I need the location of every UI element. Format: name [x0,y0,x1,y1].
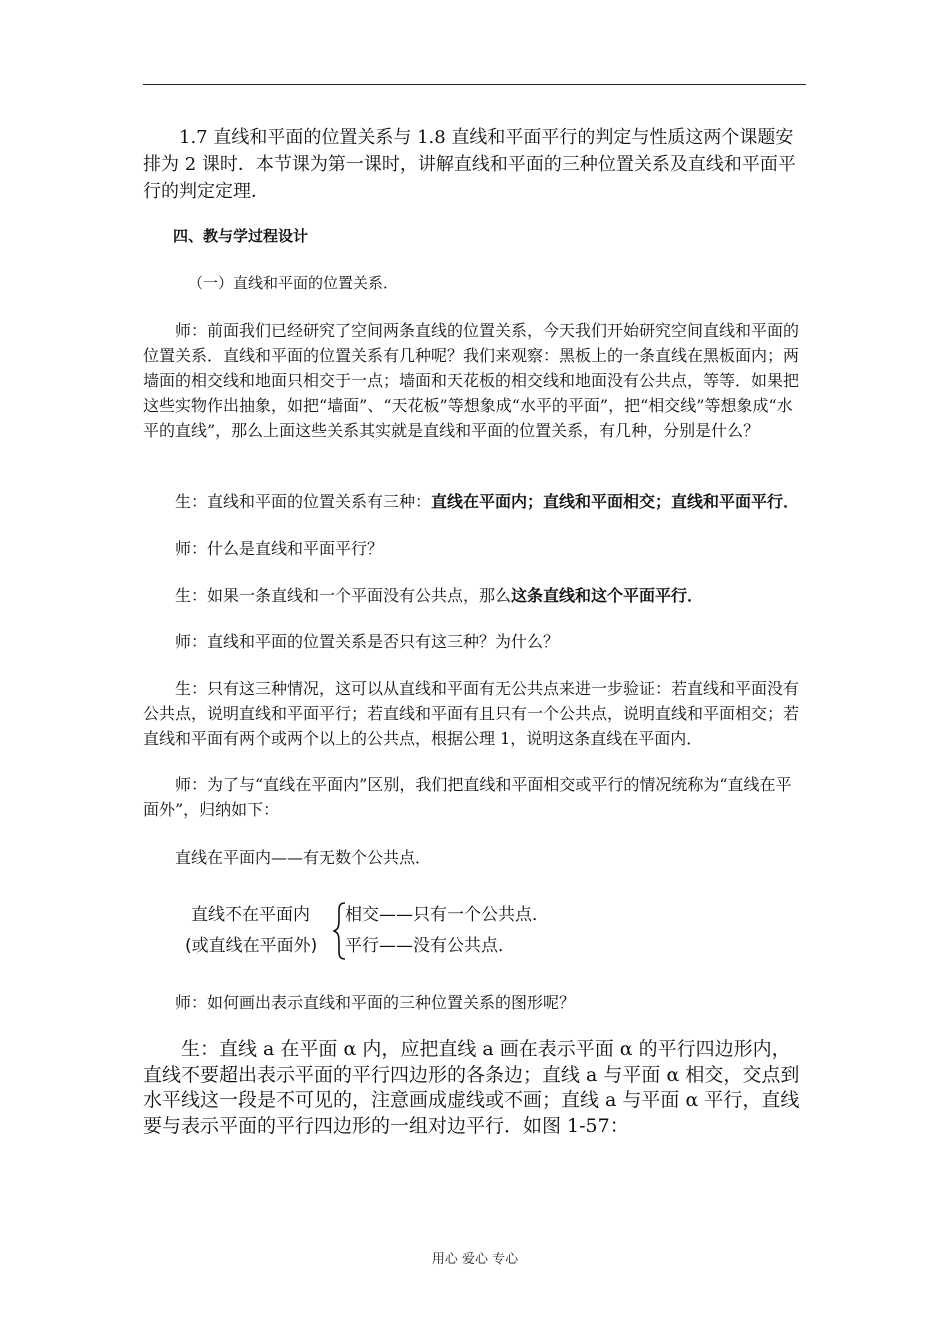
page-footer: 用心 爱心 专心 [431,1252,519,1267]
teacher-paragraph-2 [143,536,806,561]
student-2-bold: 这条直线和这个平面平行． [511,586,704,605]
subsection-title: （一）直线和平面的位置关系． [188,274,399,292]
student-2-prefix: 生：如果一条直线和一个平面没有公共点，那么 [175,586,512,605]
student-paragraph-3 [143,676,806,751]
brace-right-group [345,900,549,962]
student-paragraph-4 [143,1037,806,1139]
line-in-plane-text: 直线在平面内——有无数个公共点． [175,848,432,867]
intro-paragraph [143,124,806,205]
student-text-2 [143,583,806,608]
student-paragraph-2 [143,583,806,608]
student-1-prefix: 生：直线和平面的位置关系有三种： [175,492,432,511]
brace-right-item-2: 平行——没有公共点． [345,936,515,956]
teacher-paragraph-1 [143,318,806,443]
intro-text: 1.7 直线和平面的位置关系与 1.8 直线和平面平行的判定与性质这两个课题安排为 2 课时．本节课为第一课时，讲解直线和平面的三种位置关系及直线和平面平行的判定定理． [143,127,796,202]
student-paragraph-1 [143,489,806,514]
student-text-4: 生：直线 a 在平面 α 内，应把直线 a 画在表示平面 α 的平行四边形内，直线不要超出表示平面的平行四边形的各条边；直线 a 与平面 α 相交，交点到水平线这一段是不可见的，注意画成虚线或不画；直线 a 与平面 α 平行，直线要与表示平面的平行四边形的一组对边平行．如图 1-57： [143,1038,800,1137]
student-text-3: 生：只有这三种情况，这可以从直线和平面有无公共点来进一步验证：若直线和平面没有公共点，说明直线和平面平行；若直线和平面有且只有一个公共点，说明直线和平面相交；若直线和平面有两个或两个以上的公共点，根据公理 1，说明这条直线在平面内． [143,679,800,748]
brace-left-label-1: 直线不在平面内 [191,905,310,925]
teacher-text-3: 师：直线和平面的位置关系是否只有这三种？为什么？ [175,632,560,651]
subsection-block [143,271,806,295]
section-heading-block [143,225,806,246]
teacher-paragraph-3 [143,629,806,654]
student-text-1 [143,489,806,514]
line-in-plane-block [143,845,806,870]
teacher-paragraph-4 [143,772,806,822]
teacher-text-1: 师：前面我们已经研究了空间两条直线的位置关系，今天我们开始研究空间直线和平面的位置关系．直线和平面的位置关系有几种呢？我们来观察：黑板上的一条直线在黑板面内；两墙面的相交线和地面只相交于一点；墙面和天花板的相交线和地面没有公共点，等等．如果把这些实物作出抽象，如把“墙面”、“天花板”等想象成“水平的平面”，把“相交线”等想象成“水平的直线”，那么上面这些关系其实就是直线和平面的位置关系，有几种，分别是什么？ [143,321,800,440]
header-rule [143,84,806,85]
teacher-text-5: 师：如何画出表示直线和平面的三种位置关系的图形呢？ [175,993,576,1012]
teacher-text-4: 师：为了与“直线在平面内”区别，我们把直线和平面相交或平行的情况统称为“直线在平面外”，归纳如下： [143,775,792,819]
teacher-paragraph-5 [143,990,806,1015]
brace-left-group [185,900,335,962]
brace-right-item-1: 相交——只有一个公共点． [345,905,549,925]
teacher-text-2: 师：什么是直线和平面平行？ [175,539,384,558]
student-1-bold: 直线在平面内；直线和平面相交；直线和平面平行． [431,492,800,511]
brace-left-label-2: (或直线在平面外) [185,936,318,956]
classification-figure [185,900,605,962]
section-heading: 四、教与学过程设计 [173,227,309,245]
